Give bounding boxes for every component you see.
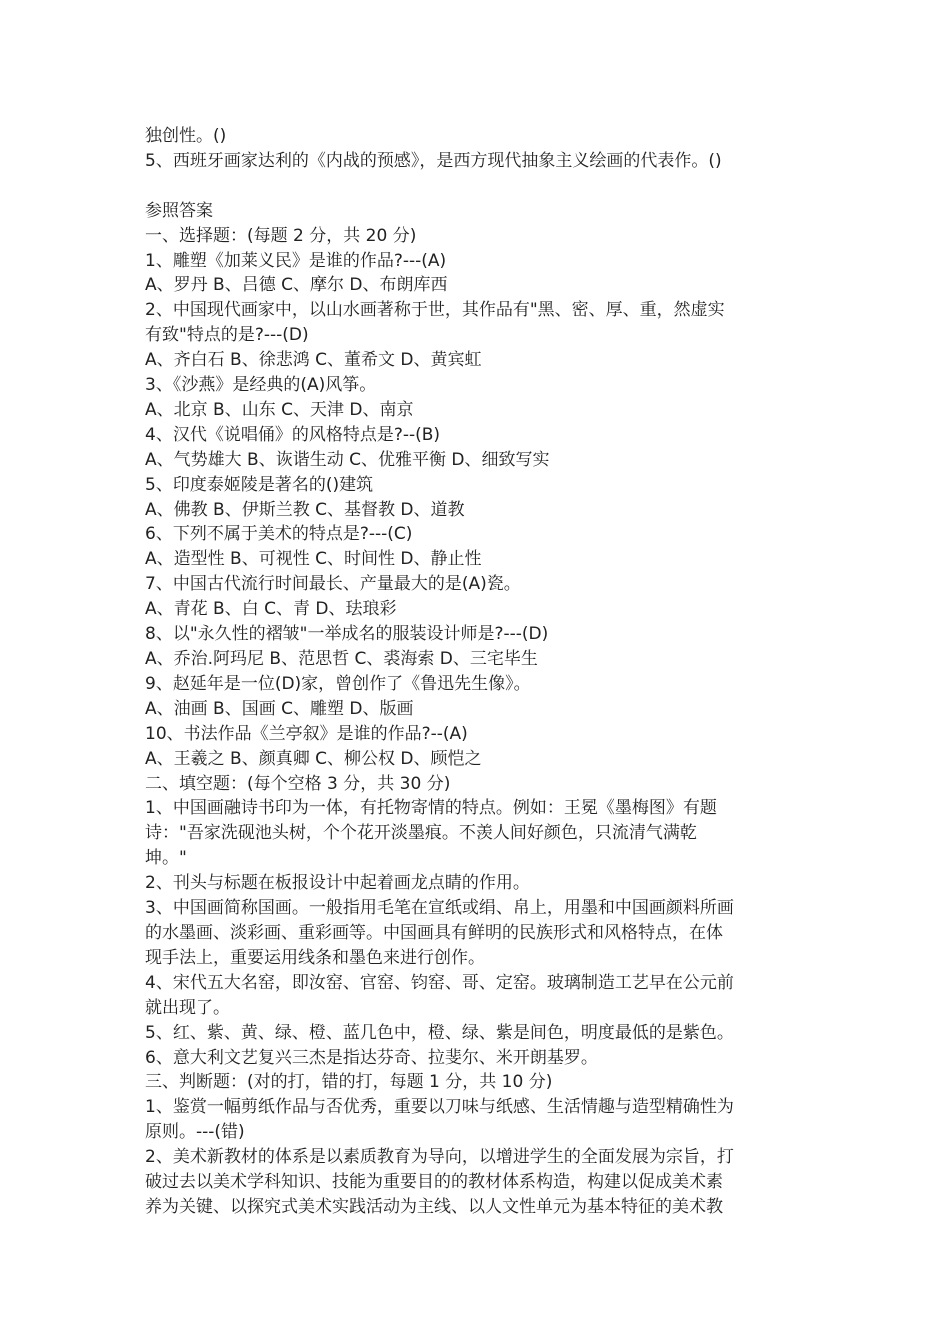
text-line: A、齐白石 B、徐悲鸿 C、董希文 D、黄宾虹 [145, 350, 482, 371]
text-line: 3、中国画简称国画。一般指用毛笔在宣纸或绢、帛上，用墨和中国画颜料所画 [145, 898, 734, 919]
text-line: 二、填空题：(每个空格 3 分，共 30 分) [145, 773, 451, 794]
text-line: A、乔治.阿玛尼 B、范思哲 C、裘海索 D、三宅毕生 [145, 649, 538, 670]
preceding-section [145, 124, 810, 174]
text-line: A、气势雄大 B、诙谐生动 C、优雅平衡 D、细致写实 [145, 449, 550, 470]
text-line: 5、西班牙画家达利的《内战的预感》，是西方现代抽象主义绘画的代表作。() [145, 150, 722, 171]
text-line: 9、赵延年是一位(D)家，曾创作了《鲁迅先生像》。 [145, 673, 531, 694]
text-line: A、青花 B、白 C、青 D、珐琅彩 [145, 599, 397, 620]
text-line: 1、鉴赏一幅剪纸作品与否优秀，重要以刀味与纸感、生活情趣与造型精确性为 [145, 1097, 734, 1118]
text-line: 就出现了。 [145, 997, 230, 1018]
text-line: 2、中国现代画家中，以山水画著称于世，其作品有"黑、密、厚、重，然虚实 [145, 300, 725, 321]
text-line: 2、美术新教材的体系是以素质教育为导向，以增进学生的全面发展为宗旨，打 [145, 1147, 734, 1168]
paragraph-gap [145, 174, 810, 199]
text-line: 4、宋代五大名窑，即汝窑、官窑、钧窑、哥、定窑。玻璃制造工艺早在公元前 [145, 972, 734, 993]
text-line: 1、雕塑《加莱义民》是谁的作品?---(A) [145, 250, 447, 271]
text-line: 破过去以美术学科知识、技能为重要目的的教材体系构造，构建以促成美术素 [145, 1172, 723, 1193]
text-line: 原则。---(错) [145, 1122, 245, 1143]
text-line: 1、中国画融诗书印为一体，有托物寄情的特点。例如：王冕《墨梅图》有题 [145, 798, 717, 819]
text-line: 3、《沙燕》是经典的(A)风筝。 [145, 375, 377, 396]
text-line: 10、书法作品《兰亭叙》是谁的作品?--(A) [145, 723, 468, 744]
text-line: 的水墨画、淡彩画、重彩画等。中国画具有鲜明的民族形式和风格特点，在体 [145, 922, 723, 943]
text-line: 有致"特点的是?---(D) [145, 325, 309, 346]
text-line: 独创性。() [145, 126, 227, 146]
text-line: 诗："吾家洗砚池头树，个个花开淡墨痕。不羡人间好颜色，只流清气满乾 [145, 823, 697, 844]
text-line: A、罗丹 B、吕德 C、摩尔 D、布朗库西 [145, 275, 448, 296]
document-body [145, 124, 810, 1220]
text-line: 6、意大利文艺复兴三杰是指达芬奇、拉斐尔、米开朗基罗。 [145, 1047, 598, 1068]
text-line: A、王羲之 B、颜真卿 C、柳公权 D、顾恺之 [145, 748, 482, 769]
text-line: 参照答案 [145, 200, 213, 221]
text-line: 6、下列不属于美术的特点是?---(C) [145, 524, 413, 545]
text-line: 8、以"永久性的褶皱"一举成名的服装设计师是?---(D) [145, 624, 549, 645]
text-line: 2、刊头与标题在板报设计中起着画龙点睛的作用。 [145, 873, 530, 894]
text-line: 坤。" [145, 848, 187, 869]
text-line: A、造型性 B、可视性 C、时间性 D、静止性 [145, 549, 482, 570]
text-line: A、油画 B、国画 C、雕塑 D、版画 [145, 698, 414, 719]
answer-section [145, 199, 810, 1220]
text-line: 现手法上，重要运用线条和墨色来进行创作。 [145, 947, 485, 968]
text-line: A、佛教 B、伊斯兰教 C、基督教 D、道教 [145, 499, 465, 520]
text-line: A、北京 B、山东 C、天津 D、南京 [145, 399, 414, 420]
text-line: 5、印度泰姬陵是著名的()建筑 [145, 474, 374, 495]
text-line: 4、汉代《说唱俑》的风格特点是?--(B) [145, 424, 441, 445]
text-line: 一、选择题：(每题 2 分，共 20 分) [145, 225, 417, 246]
text-line: 7、中国古代流行时间最长、产量最大的是(A)瓷。 [145, 574, 521, 595]
text-line: 养为关键、以探究式美术实践活动为主线、以人文性单元为基本特征的美术教 [145, 1196, 723, 1217]
text-line: 5、红、紫、黄、绿、橙、蓝几色中，橙、绿、紫是间色，明度最低的是紫色。 [145, 1022, 734, 1043]
text-line: 三、判断题：(对的打，错的打，每题 1 分，共 10 分) [145, 1072, 553, 1093]
